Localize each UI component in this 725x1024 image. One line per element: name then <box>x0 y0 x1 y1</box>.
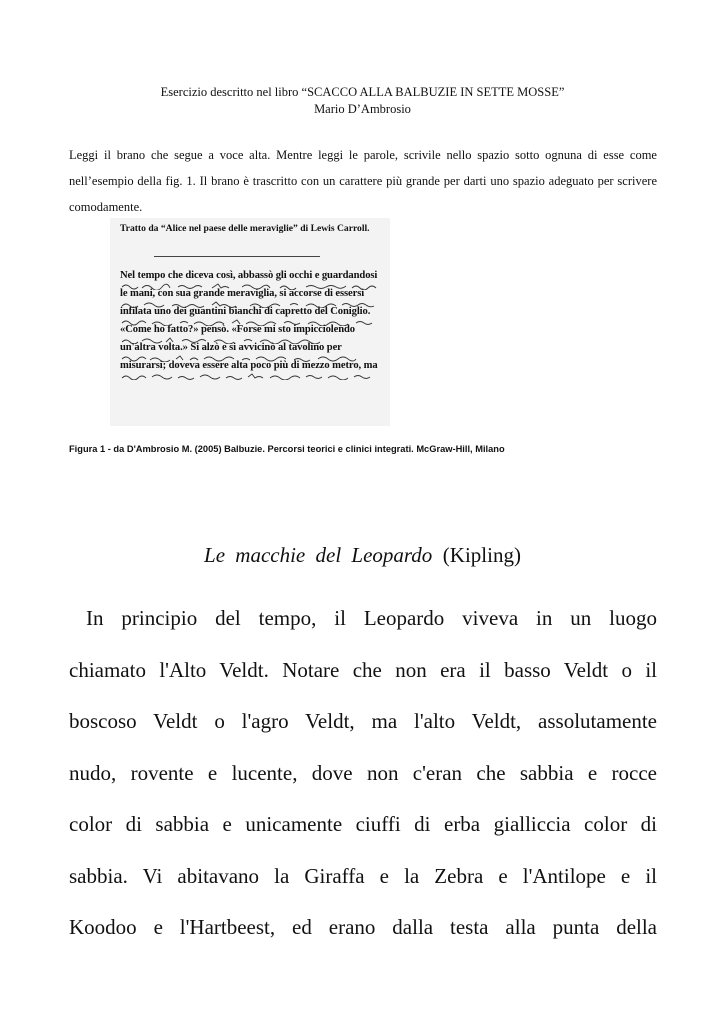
handwritten-line <box>120 352 390 361</box>
figure-printed-line: «Come ho fatto?» pensò. «Forse mi sto impicciolendo <box>120 324 356 335</box>
handwritten-line <box>120 280 390 289</box>
figure-caption: Figura 1 - da D'Ambrosio M. (2005) Balbuzie. Percorsi teorici e clinici integrati. McGraw-Hill, Milano <box>69 444 505 454</box>
story-heading <box>0 543 725 568</box>
figure-printed-line: un'altra volta.» Si alzò e si avvicinò al tavolino per <box>120 342 342 353</box>
figure-printed-line: misurarsi; doveva essere alta poco più di mezzo metro, ma <box>120 360 378 371</box>
example-figure <box>110 218 390 426</box>
figure-text-lines <box>120 271 390 379</box>
figure-printed-line: le mani, con sua grande meraviglia, si accorse di essersi <box>120 288 365 299</box>
story-line: color di sabbia e unicamente ciuffi di erba gialliccia color di <box>69 812 657 836</box>
story-text <box>69 593 657 954</box>
figure-divider <box>154 256 320 257</box>
figure-printed-line: infilata uno dei guantini bianchi di capretto del Coniglio. <box>120 306 371 317</box>
document-header <box>0 84 725 118</box>
story-line: In principio del tempo, il Leopardo viveva in un luogo <box>86 606 657 630</box>
figure-printed-line: Nel tempo che diceva così, abbassò gli occhi e guardandosi <box>120 270 378 281</box>
figure-source: Tratto da “Alice nel paese delle meraviglie” di Lewis Carroll. <box>120 223 370 234</box>
story-line: boscoso Veldt o l'agro Veldt, ma l'alto Veldt, assolutamente <box>69 709 657 733</box>
instructions-paragraph: Leggi il brano che segue a voce alta. Mentre leggi le parole, scrivile nello spazio sotto ognuna di esse come nell’esempio della fig. 1. Il brano è trascritto con un carattere più grande per darti uno spazio adeguato per scrivere comodamente. <box>69 148 657 214</box>
handwritten-line <box>120 298 390 307</box>
book-title-line: Esercizio descritto nel libro “SCACCO ALLA BALBUZIE IN SETTE MOSSE” <box>160 85 565 99</box>
author-line: Mario D’Ambrosio <box>314 102 411 116</box>
handwritten-line <box>120 370 390 379</box>
story-line: sabbia. Vi abitavano la Giraffa e la Zebra e l'Antilope e il <box>69 863 657 888</box>
handwritten-line <box>120 316 390 325</box>
story-line: Koodoo e l'Hartbeest, ed erano dalla testa alla punta della <box>69 915 657 939</box>
story-author: (Kipling) <box>442 543 521 567</box>
story-line: chiamato l'Alto Veldt. Notare che non era il basso Veldt o il <box>69 657 657 682</box>
handwritten-line <box>120 334 390 343</box>
story-line: nudo, rovente e lucente, dove non c'eran che sabbia e rocce <box>69 760 657 785</box>
story-title: Le macchie del Leopardo <box>204 543 433 567</box>
